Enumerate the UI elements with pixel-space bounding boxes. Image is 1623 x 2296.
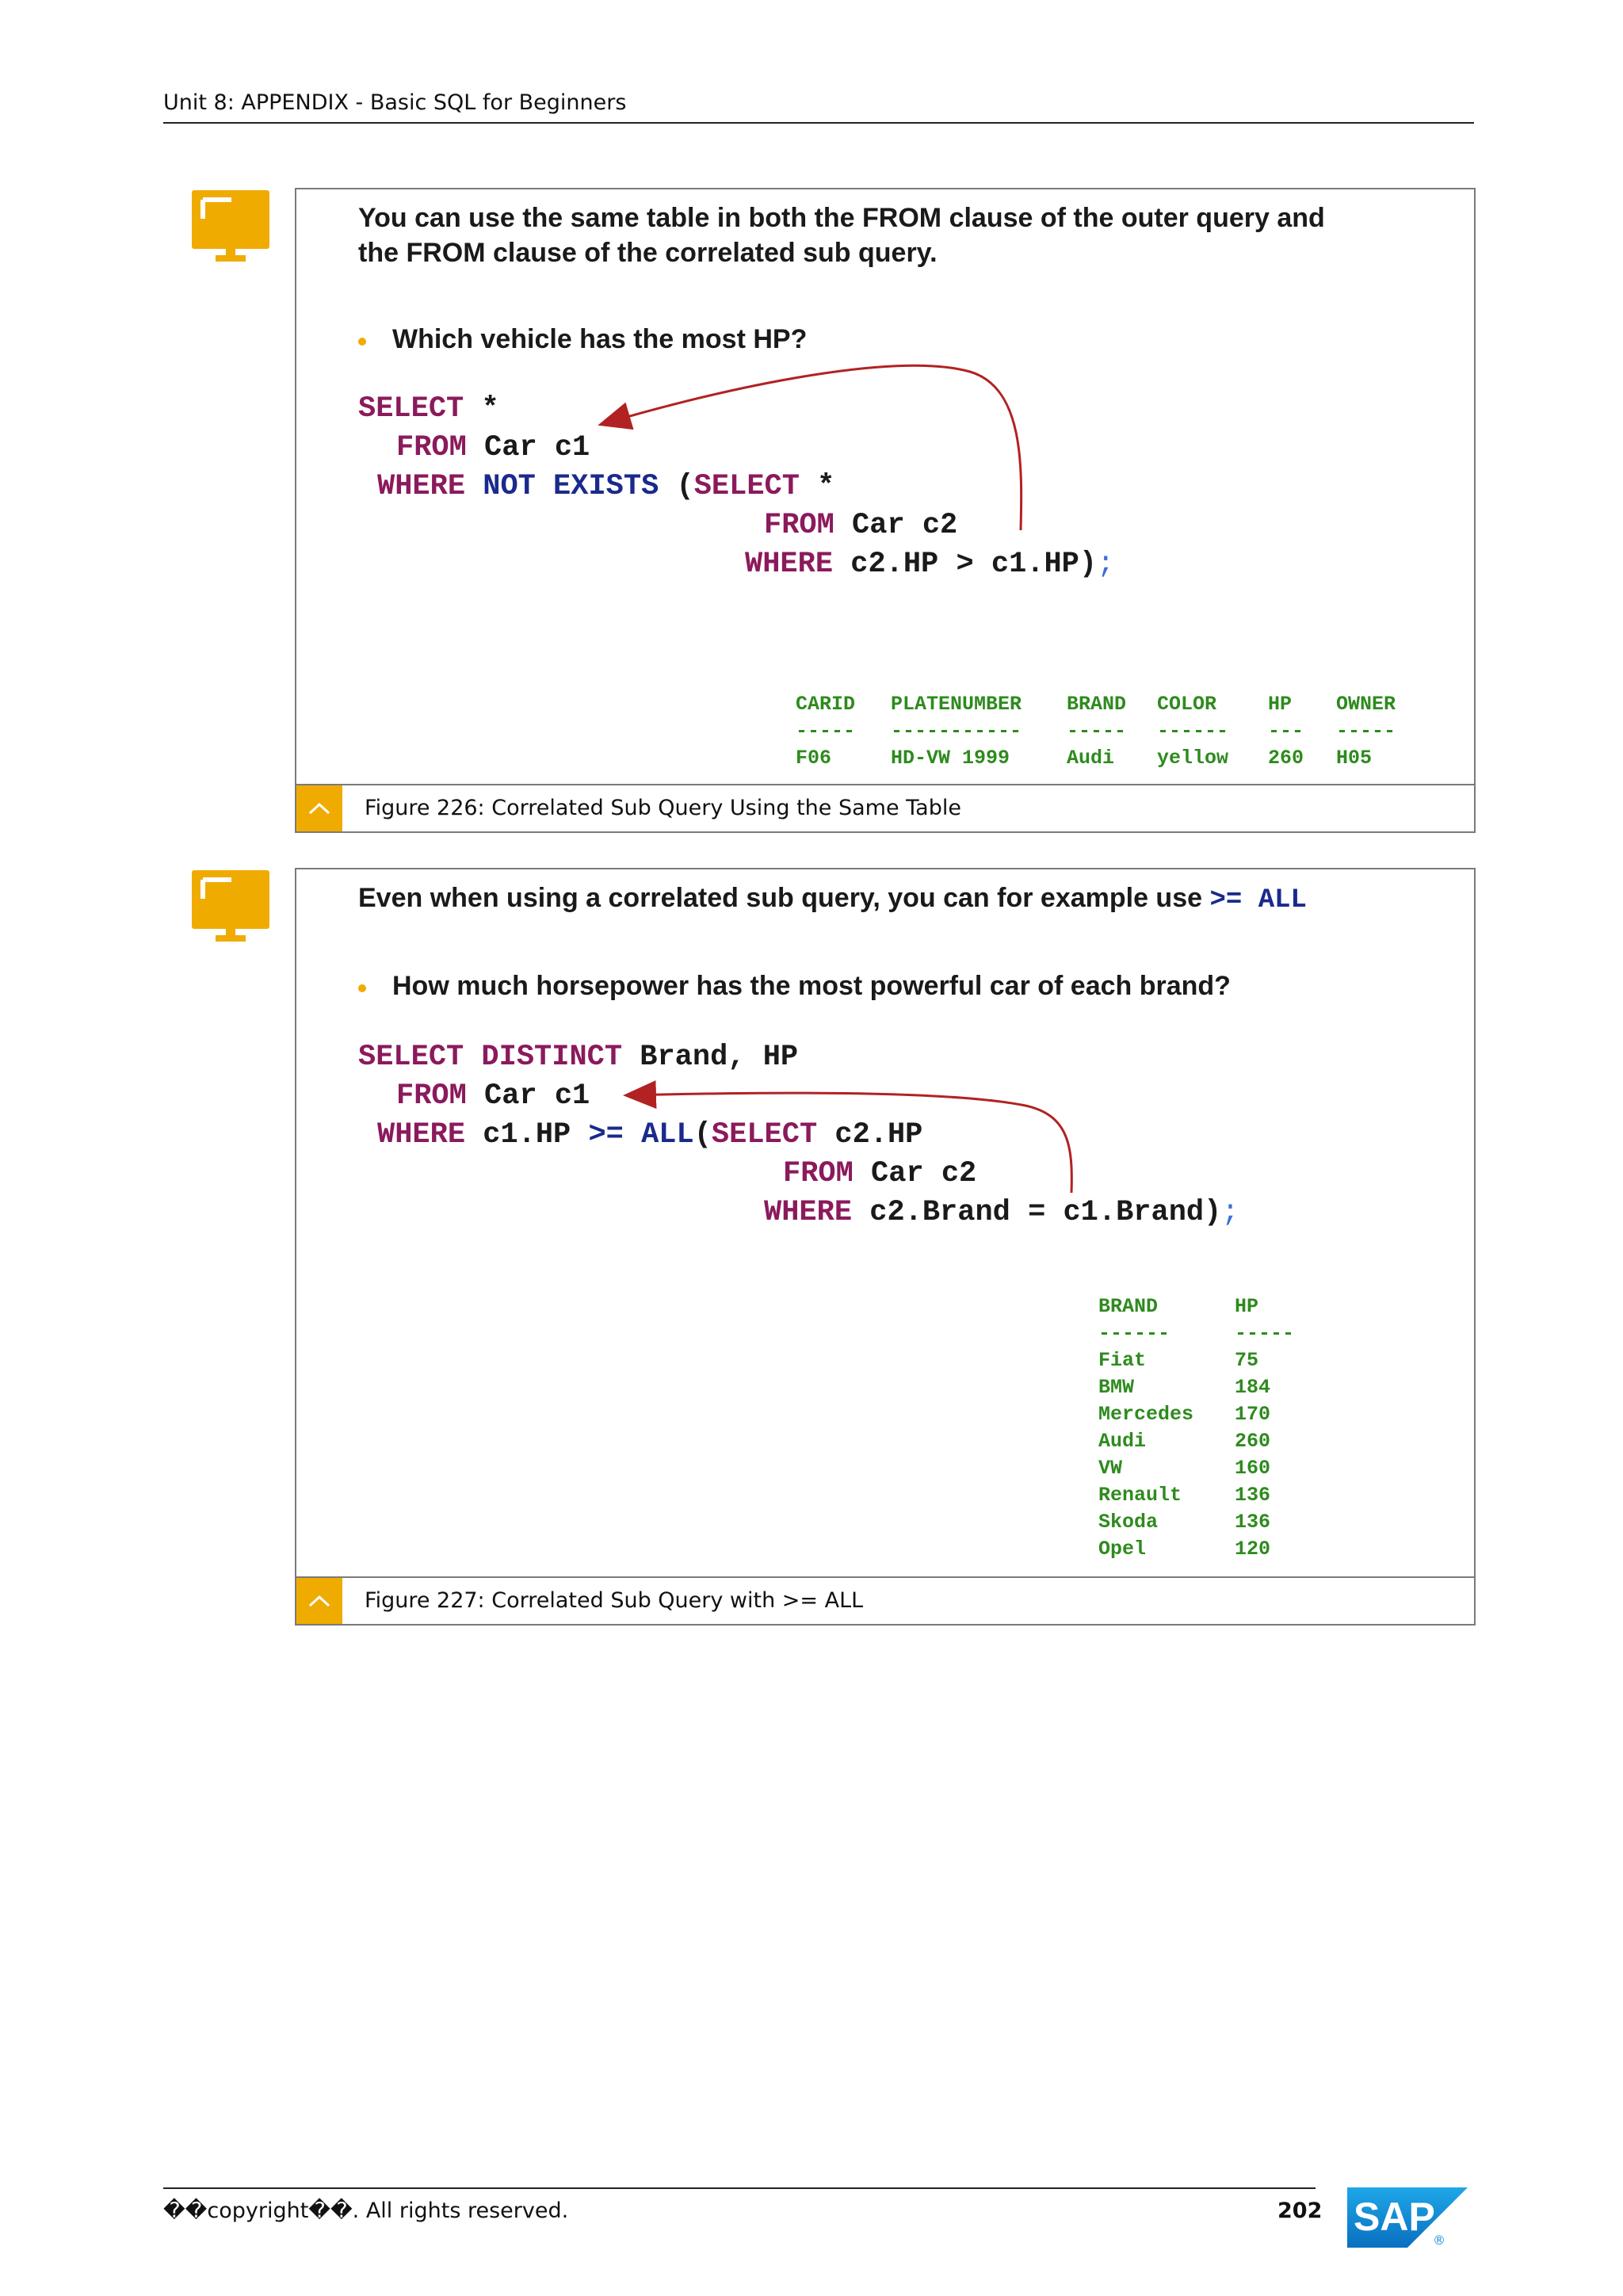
page-number: 202 xyxy=(1277,2199,1323,2223)
result-header-brand: BRAND xyxy=(1067,693,1127,716)
sql-line-2: FROM Car c1 xyxy=(396,431,590,464)
figure-226-bullet: Which vehicle has the most HP? xyxy=(392,324,808,354)
sql-line-3: WHERE NOT EXISTS (SELECT * xyxy=(377,470,835,503)
footer-copyright: ��copyright��. All rights reserved. xyxy=(163,2199,569,2223)
collapse-button[interactable] xyxy=(296,785,342,831)
svg-text:®: ® xyxy=(1433,2233,1445,2248)
page-header-title: Unit 8: APPENDIX - Basic SQL for Beginners xyxy=(163,90,627,115)
result-cell: Audi xyxy=(1098,1430,1147,1453)
sap-logo-text: SAP xyxy=(1354,2195,1435,2239)
correlation-arrow xyxy=(296,869,1474,1583)
result-cell: yellow xyxy=(1157,747,1229,770)
result-cell: 136 xyxy=(1235,1484,1271,1507)
result-cell: 260 xyxy=(1235,1430,1271,1453)
sql-line-2: FROM Car c1 xyxy=(396,1079,590,1113)
figure-226-heading-line-1: You can use the same table in both the FROM clause of the outer query and xyxy=(358,203,1325,233)
result-cell: Audi xyxy=(1067,747,1115,770)
result-header-hp: HP xyxy=(1235,1295,1259,1318)
figure-226-heading-line-2: the FROM clause of the correlated sub query. xyxy=(358,238,938,268)
result-header-hp: HP xyxy=(1268,693,1293,716)
result-cell: H05 xyxy=(1336,747,1373,770)
collapse-button[interactable] xyxy=(296,1578,342,1624)
result-cell: F06 xyxy=(796,747,832,770)
result-dashes: ----------- xyxy=(891,720,1022,743)
result-cell: 120 xyxy=(1235,1538,1271,1561)
figure-227-bullet: How much horsepower has the most powerful car of each brand? xyxy=(392,971,1231,1001)
presentation-icon xyxy=(192,190,269,263)
result-header-brand: BRAND xyxy=(1098,1295,1159,1318)
result-dashes: ----- xyxy=(1235,1322,1295,1345)
result-dashes: ----- xyxy=(1336,720,1396,743)
chevron-up-icon xyxy=(307,1594,331,1608)
result-cell: Fiat xyxy=(1098,1349,1147,1372)
figure-227-heading: Even when using a correlated sub query, you can for example use >= ALL xyxy=(358,883,1307,915)
result-cell: Renault xyxy=(1098,1484,1182,1507)
footer-divider xyxy=(163,2187,1316,2189)
result-header-platenumber: PLATENUMBER xyxy=(891,693,1022,716)
result-cell: Skoda xyxy=(1098,1511,1159,1534)
chevron-up-icon xyxy=(307,801,331,816)
result-header-owner: OWNER xyxy=(1336,693,1396,716)
result-cell: HD-VW 1999 xyxy=(891,747,1010,770)
sql-line-3: WHERE c1.HP >= ALL(SELECT c2.HP xyxy=(377,1118,923,1152)
sql-line-1: SELECT * xyxy=(358,392,499,426)
result-cell: 184 xyxy=(1235,1376,1271,1399)
result-cell: Mercedes xyxy=(1098,1403,1194,1426)
figure-227-caption: Figure 227: Correlated Sub Query with >= ALL xyxy=(365,1588,864,1613)
sap-logo xyxy=(1347,2187,1468,2248)
result-cell: 160 xyxy=(1235,1457,1271,1480)
sql-line-4: FROM Car c2 xyxy=(783,1157,977,1190)
result-dashes: ------ xyxy=(1157,720,1229,743)
result-cell: BMW xyxy=(1098,1376,1135,1399)
result-cell: 136 xyxy=(1235,1511,1271,1534)
figure-227-caption-bar xyxy=(296,1576,1474,1624)
result-dashes: ----- xyxy=(796,720,856,743)
sql-line-5: WHERE c2.Brand = c1.Brand); xyxy=(764,1196,1239,1229)
result-cell: 260 xyxy=(1268,747,1304,770)
figure-226-caption: Figure 226: Correlated Sub Query Using the Same Table xyxy=(365,796,961,820)
result-dashes: ------ xyxy=(1098,1322,1170,1345)
sql-line-5: WHERE c2.HP > c1.HP); xyxy=(745,548,1115,581)
result-header-carid: CARID xyxy=(796,693,856,716)
result-cell: 75 xyxy=(1235,1349,1259,1372)
correlation-arrow xyxy=(296,189,1474,792)
presentation-icon xyxy=(192,870,269,943)
sql-line-4: FROM Car c2 xyxy=(764,509,958,542)
sql-line-1: SELECT DISTINCT Brand, HP xyxy=(358,1041,799,1074)
figure-226 xyxy=(295,188,1476,833)
result-header-color: COLOR xyxy=(1157,693,1217,716)
result-cell: Opel xyxy=(1098,1538,1147,1561)
figure-227 xyxy=(295,868,1476,1626)
figure-226-caption-bar xyxy=(296,784,1474,831)
result-dashes: ----- xyxy=(1067,720,1127,743)
page-header xyxy=(163,87,1474,124)
result-cell: 170 xyxy=(1235,1403,1271,1426)
result-cell: VW xyxy=(1098,1457,1123,1480)
result-dashes: --- xyxy=(1268,720,1304,743)
